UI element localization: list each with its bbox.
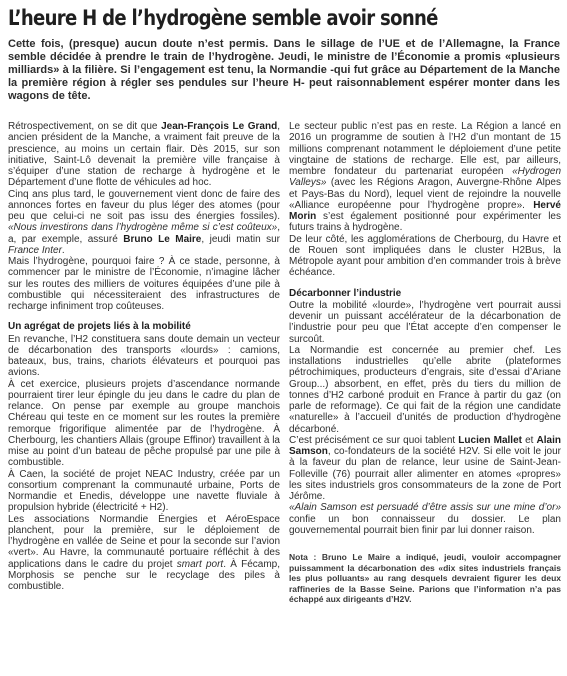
text-run: . bbox=[61, 244, 65, 256]
right-column bbox=[289, 121, 561, 605]
text-run: , jeudi matin sur bbox=[201, 233, 280, 245]
paragraph: En revanche, l’H2 constituera sans doute demain un vecteur de décarbonation des transports «lourds» : camions, bateaux, bus, trains, chariots élévateurs et pourquoi pas avions. bbox=[8, 333, 280, 379]
section-subheading: Décarbonner l’industrie bbox=[289, 287, 402, 299]
text-run: Cinq ans plus tard, le gouvernement vient donc de faire des annonces fortes en faveur du plus léger des atomes (pour peu que celui-ci ne soit pas issu des énergies fossiles). bbox=[8, 188, 280, 222]
paragraph: La Normandie est concernée au premier chef. Les installations industrielles qu’elle abrite (plateformes pétrochimiques, producteurs d’engrais, site d’essai d’Ariane Group...) absorbent, en effet, près du tiers du million de tonnes d’H2 carboné produit en France à partir du gaz (on parle de reformage). Ce qui fait de la région une candidate «naturelle» à l’accueil d’unités de production d’hydrogène décarboné. bbox=[289, 344, 561, 435]
partnership-name: «Hydrogen Valleys» bbox=[289, 166, 561, 189]
paragraph: À Caen, la société de projet NEAC Industry, créée par un consortium comprenant la communauté urbaine, Ports de Normandie et Enedis, développe une navette fluviale à propulsion hybride (électricité + H2). bbox=[8, 468, 280, 514]
person-name: Lucien Mallet bbox=[458, 434, 522, 446]
paragraph: Mais l’hydrogène, pourquoi faire ? À ce stade, personne, à commencer par le ministre de l’Économie, n’imagine lâcher sur les routes des milliers de voitures équipées d’une pile à combustible qui nécessiteraient des infrastructures de recharge infiniment trop coûteuses. bbox=[8, 256, 280, 312]
text-run: et bbox=[521, 434, 537, 446]
person-name: Alain Samson bbox=[289, 434, 561, 457]
person-name: Hervé Morin bbox=[289, 199, 561, 222]
paragraph: Outre la mobilité «lourde», l’hydrogène vert pourrait aussi devenir un puissant accélérateur de la décarbonation de l’industrie pour peu que l’État accepte d’en compenser le surcoût. bbox=[289, 299, 561, 345]
section-subheading: Un agrégat de projets liés à la mobilité bbox=[8, 321, 191, 333]
person-name: Jean-François Le Grand bbox=[161, 121, 278, 132]
text-run: confie un bon connaisseur du dossier. Le plan gouvernemental pourrait bien finir par lui donner raison. bbox=[289, 513, 561, 536]
text-run: Les associations Normandie Énergies et AéroEspace planchent, pour la première, sur le déploiement de l’hydrogène en vallée de Seine et pour la seconde sur l’avion «vert». Au Havre, la communauté portuaire réfléchit à des applications dans le cadre du projet bbox=[8, 513, 280, 570]
paragraph: À cet exercice, plusieurs projets d’ascendance normande pourraient tirer leur épingle du jeu dans le cadre du plan de relance. On pense par exemple au groupe manchois Chéreau qui teste en ce moment sur les routes la première remorque frigorifique alimentée par de l’hydrogène. À Cherbourg, les chantiers Allais (groupe Effinor) travaillent à la mise au point d’un bateau de pêche propulsé par une pile à combustible. bbox=[8, 378, 280, 469]
text-run: Le secteur public n’est pas en reste. La Région a lancé en 2016 un programme de soutien à l’H2 d’un montant de 15 millions comprenant notamment le déploiement d’une petite vingtaine de stations de recharge. Elle est, par ailleurs, membre fondateur du partenariat européen bbox=[289, 121, 561, 177]
text-run: s’est également positionné pour expérimenter les futurs trains à hydrogène. bbox=[289, 211, 561, 234]
text-run: Rétrospectivement, on se dit que bbox=[8, 121, 162, 132]
text-run: C’est précisément ce sur quoi tablent bbox=[289, 434, 459, 446]
text-run: (avec les Régions Aragon, Auvergne-Rhône Alpes et Pays-Bas du Nord), lequel vient de rejoindre la nouvelle «Alliance européenne pour l’hydrogène propre». bbox=[289, 177, 561, 211]
paragraph bbox=[8, 121, 280, 189]
paragraph bbox=[289, 502, 561, 536]
paragraph bbox=[8, 514, 280, 593]
project-name: smart port bbox=[176, 558, 224, 570]
text-run: . À Fécamp, Morphosis se penche sur le recyclage des piles à combustible. bbox=[8, 558, 280, 592]
article-lead bbox=[8, 38, 560, 103]
quote: «Alain Samson est persuadé d’être assis sur une mine d’or» bbox=[289, 502, 561, 514]
paragraph bbox=[8, 189, 280, 257]
paragraph: De leur côté, les agglomérations de Cherbourg, du Havre et de Rouen sont impliquées dans le cluster H2Bus, la Métropole ayant pour ambition d’en commander trois à brève échéance. bbox=[289, 233, 561, 279]
text-run: , ancien président de la Manche, a vraiment fait preuve de la prescience, au moins un certain flair. Dès 2015, sur son initiative, Saint-Lô devenait la première ville française à s’équiper d’une station de recharge à hydrogène et le Département d’une flotte de véhicules ad hoc. bbox=[8, 121, 280, 189]
lead-paragraph: Cette fois, (presque) aucun doute n’est permis. Dans le sillage de l’UE et de l’Allemagne, la France semble décidée à prendre le train de l’hydrogène. Jeudi, le ministre de l’Économie a promis «plusieurs milliards» à la filière. Si l’engagement est tenu, la Normandie -qui fut grâce au Département de la Manche la première région à régler ses pendules sur l’heure H- peut raisonnablement espérer monter dans les wagons de tête. bbox=[8, 38, 560, 102]
left-column bbox=[8, 121, 280, 592]
text-run: , a, par exemple, assuré bbox=[8, 222, 280, 245]
text-run: , co-fondateurs de la société H2V. Si elle voit le jour à la faveur du plan de relance, leur usine de Saint-Jean-Folleville (76) pourrait aller alimenter en atomes «propres» les sites industriels gros consommateurs de la zone de Port Jérôme. bbox=[289, 446, 561, 502]
person-name: Bruno Le Maire bbox=[123, 233, 202, 245]
paragraph bbox=[289, 435, 561, 503]
paragraph bbox=[289, 121, 561, 234]
media-name: France Inter bbox=[8, 244, 62, 256]
editor-note: Nota : Bruno Le Maire a indiqué, jeudi, vouloir accompagner puissamment la décarbonation des «dix sites industriels français les plus polluants» au rang desquels devraient figurer les deux raffineries de la Basse Seine. Parions que l’information n’a pas échappé aux dirigeants d’H2V. bbox=[289, 552, 561, 604]
article-headline: L’heure H de l’hydrogène semble avoir sonné bbox=[8, 6, 438, 30]
quote: «Nous investirons dans l’hydrogène même si c’est coûteux» bbox=[8, 222, 278, 234]
